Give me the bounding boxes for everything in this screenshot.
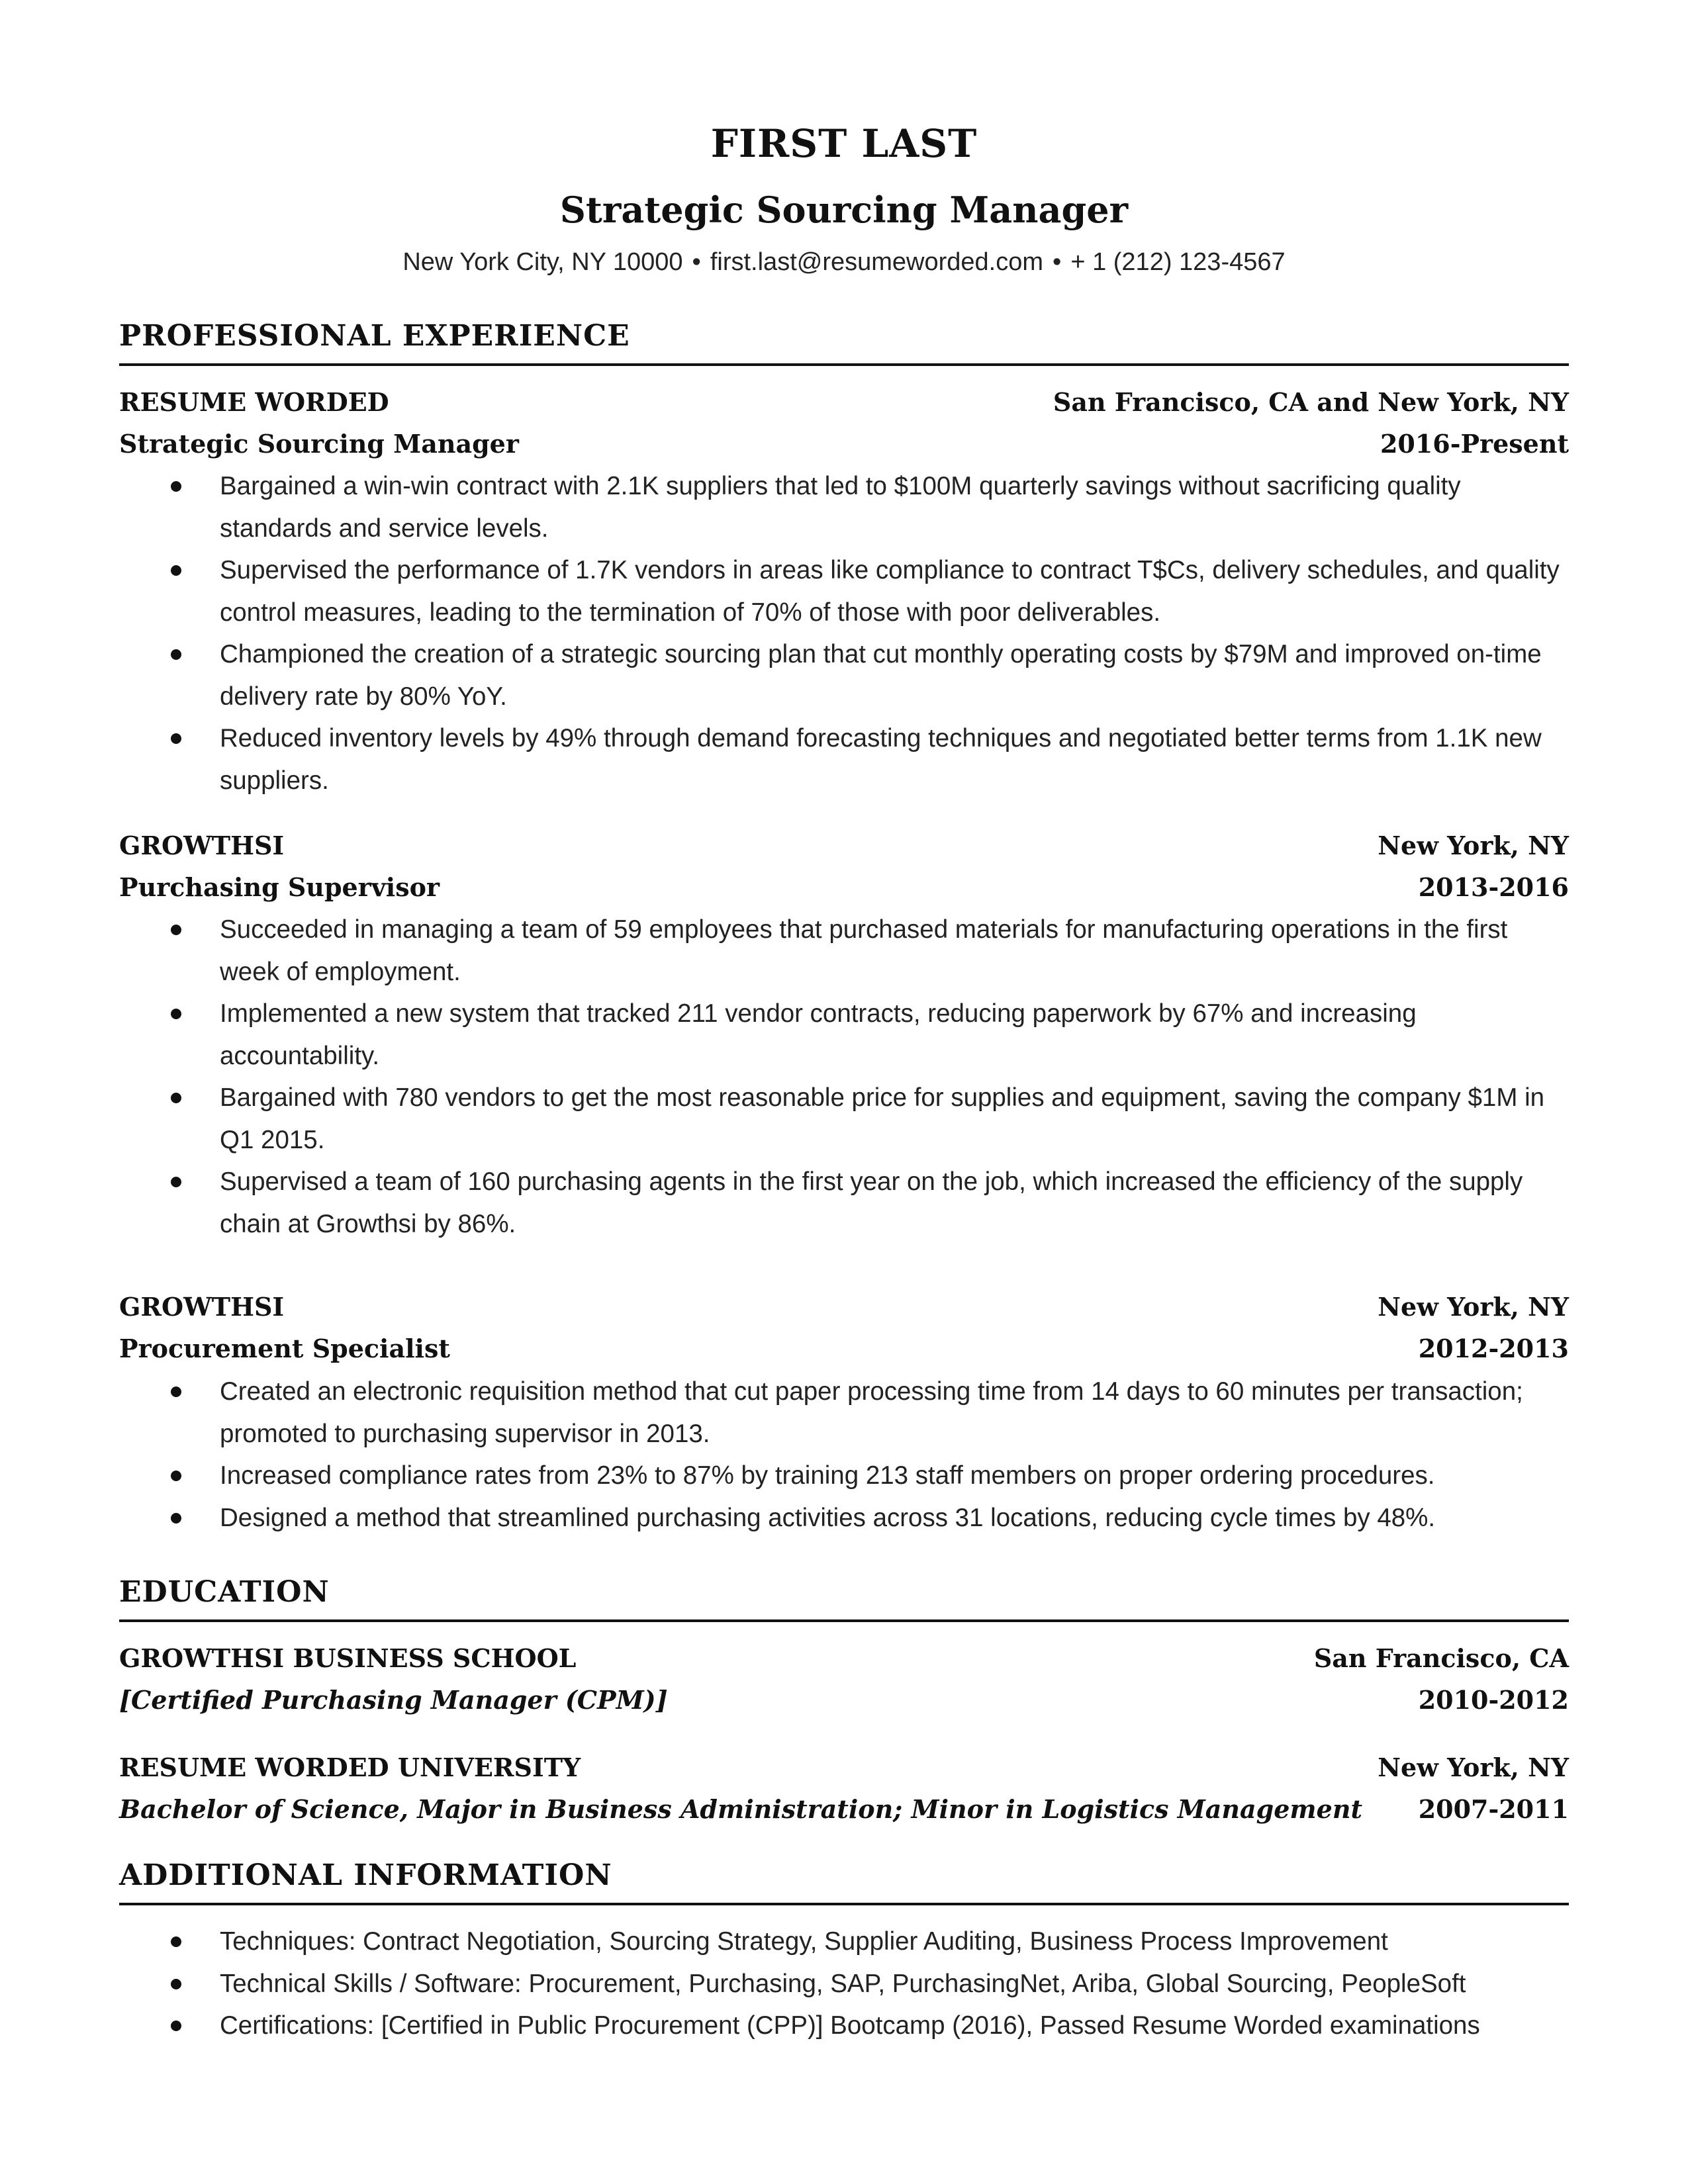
school-location: San Francisco, CA <box>1313 1643 1569 1673</box>
contact-separator: • <box>692 248 701 276</box>
school-header <box>119 1643 1569 1680</box>
section-divider <box>119 1903 1569 1905</box>
job-header <box>119 831 1569 868</box>
job-role-row <box>119 1334 1569 1371</box>
bullet-text: Created an electronic requisition method that cut paper processing time from 14 days to 60 minutes per transaction; promoted to purchasing supervisor in 2013. <box>220 1377 1523 1448</box>
bullet-text: Supervised the performance of 1.7K vendors in areas like compliance to contract T$Cs, delivery schedules, and quality control measures, leading to the termination of 70% of those with poor deliverables. <box>220 556 1560 627</box>
bullet-text: Reduced inventory levels by 49% through demand forecasting techniques and negotiated better terms from 1.1K new suppliers. <box>220 724 1542 795</box>
school-degree: Bachelor of Science, Major in Business Administration; Minor in Logistics Management <box>119 1794 1362 1824</box>
bullet-icon <box>171 649 181 660</box>
list-item <box>119 1921 1569 1963</box>
contact-email[interactable]: first.last@resumeworded.com <box>710 248 1044 276</box>
bullet-icon <box>171 1513 181 1524</box>
school-degree: [Certified Purchasing Manager (CPM)] <box>119 1685 668 1715</box>
bullet-text: Designed a method that streamlined purchasing activities across 31 locations, reducing cycle times by 48%. <box>220 1503 1436 1532</box>
list-item <box>119 1963 1569 2005</box>
list-item <box>119 993 1569 1077</box>
job-company: RESUME WORDED <box>119 387 389 417</box>
school-header <box>119 1752 1569 1790</box>
contact-location: New York City, NY 10000 <box>402 248 683 276</box>
bullet-icon <box>171 733 181 744</box>
job-header <box>119 1292 1569 1329</box>
bullet-text: Succeeded in managing a team of 59 employees that purchased materials for manufacturing operations in the first week of employment. <box>220 915 1508 986</box>
job-role: Purchasing Supervisor <box>119 872 440 902</box>
bullet-text: Increased compliance rates from 23% to 87% by training 213 staff members on proper ordering procedures. <box>220 1461 1435 1490</box>
job-bullet-list <box>119 465 1569 801</box>
section-heading-additional: ADDITIONAL INFORMATION <box>119 1858 612 1892</box>
bullet-icon <box>171 1936 181 1947</box>
list-item <box>119 549 1569 633</box>
bullet-icon <box>171 565 181 576</box>
school-name: RESUME WORDED UNIVERSITY <box>119 1752 581 1782</box>
section-divider <box>119 1619 1569 1622</box>
job-location: New York, NY <box>1378 831 1569 860</box>
job-bullet-list <box>119 909 1569 1245</box>
job-role-row <box>119 872 1569 909</box>
list-item <box>119 2005 1569 2047</box>
contact-line <box>0 248 1688 277</box>
list-item <box>119 717 1569 801</box>
bullet-text: Technical Skills / Software: Procurement, Purchasing, SAP, PurchasingNet, Ariba, Global Sourcing, PeopleSoft <box>220 1969 1466 1998</box>
list-item <box>119 465 1569 549</box>
bullet-icon <box>171 481 181 492</box>
school-degree-row <box>119 1685 1569 1722</box>
list-item <box>119 1077 1569 1161</box>
bullet-icon <box>171 1177 181 1187</box>
bullet-icon <box>171 2021 181 2031</box>
section-heading-education: EDUCATION <box>119 1575 330 1609</box>
job-dates: 2012-2013 <box>1418 1334 1569 1363</box>
bullet-icon <box>171 1387 181 1397</box>
bullet-text: Bargained with 780 vendors to get the most reasonable price for supplies and equipment, saving the company $1M in Q1 2015. <box>220 1083 1545 1154</box>
bullet-icon <box>171 1979 181 1989</box>
list-item <box>119 1161 1569 1245</box>
bullet-text: Bargained a win-win contract with 2.1K suppliers that led to $100M quarterly savings without sacrificing quality standards and service levels. <box>220 472 1461 543</box>
job-location: New York, NY <box>1378 1292 1569 1322</box>
candidate-title: Strategic Sourcing Manager <box>559 189 1129 231</box>
section-divider <box>119 363 1569 366</box>
bullet-text: Implemented a new system that tracked 211 vendor contracts, reducing paperwork by 67% and increasing accountability. <box>220 999 1417 1070</box>
bullet-icon <box>171 1093 181 1103</box>
additional-info-list <box>119 1921 1569 2047</box>
bullet-text: Certifications: [Certified in Public Procurement (CPP)] Bootcamp (2016), Passed Resume Worded examinations <box>220 2011 1480 2040</box>
bullet-icon <box>171 1009 181 1019</box>
list-item <box>119 1497 1569 1539</box>
school-location: New York, NY <box>1378 1752 1569 1782</box>
job-bullet-list <box>119 1371 1569 1539</box>
bullet-text: Championed the creation of a strategic sourcing plan that cut monthly operating costs by $79M and improved on-time delivery rate by 80% YoY. <box>220 640 1542 711</box>
job-location: San Francisco, CA and New York, NY <box>1053 387 1569 417</box>
list-item <box>119 1371 1569 1455</box>
contact-separator: • <box>1053 248 1062 276</box>
job-company: GROWTHSI <box>119 1292 285 1322</box>
list-item <box>119 1455 1569 1497</box>
school-name: GROWTHSI BUSINESS SCHOOL <box>119 1643 577 1673</box>
school-dates: 2007-2011 <box>1418 1794 1569 1824</box>
list-item <box>119 633 1569 717</box>
bullet-icon <box>171 925 181 935</box>
job-role: Strategic Sourcing Manager <box>119 429 519 459</box>
list-item <box>119 909 1569 993</box>
bullet-text: Techniques: Contract Negotiation, Sourcing Strategy, Supplier Auditing, Business Process Improvement <box>220 1927 1388 1956</box>
job-header <box>119 387 1569 424</box>
candidate-name: FIRST LAST <box>710 121 978 166</box>
job-role-row <box>119 429 1569 466</box>
job-dates: 2013-2016 <box>1418 872 1569 902</box>
job-company: GROWTHSI <box>119 831 285 860</box>
job-role: Procurement Specialist <box>119 1334 450 1363</box>
bullet-icon <box>171 1471 181 1481</box>
bullet-text: Supervised a team of 160 purchasing agents in the first year on the job, which increased the efficiency of the supply chain at Growthsi by 86%. <box>220 1167 1523 1238</box>
contact-phone[interactable]: + 1 (212) 123-4567 <box>1070 248 1286 276</box>
section-heading-experience: PROFESSIONAL EXPERIENCE <box>119 319 630 353</box>
school-dates: 2010-2012 <box>1418 1685 1569 1715</box>
job-dates: 2016-Present <box>1380 429 1569 459</box>
school-degree-row <box>119 1794 1569 1831</box>
